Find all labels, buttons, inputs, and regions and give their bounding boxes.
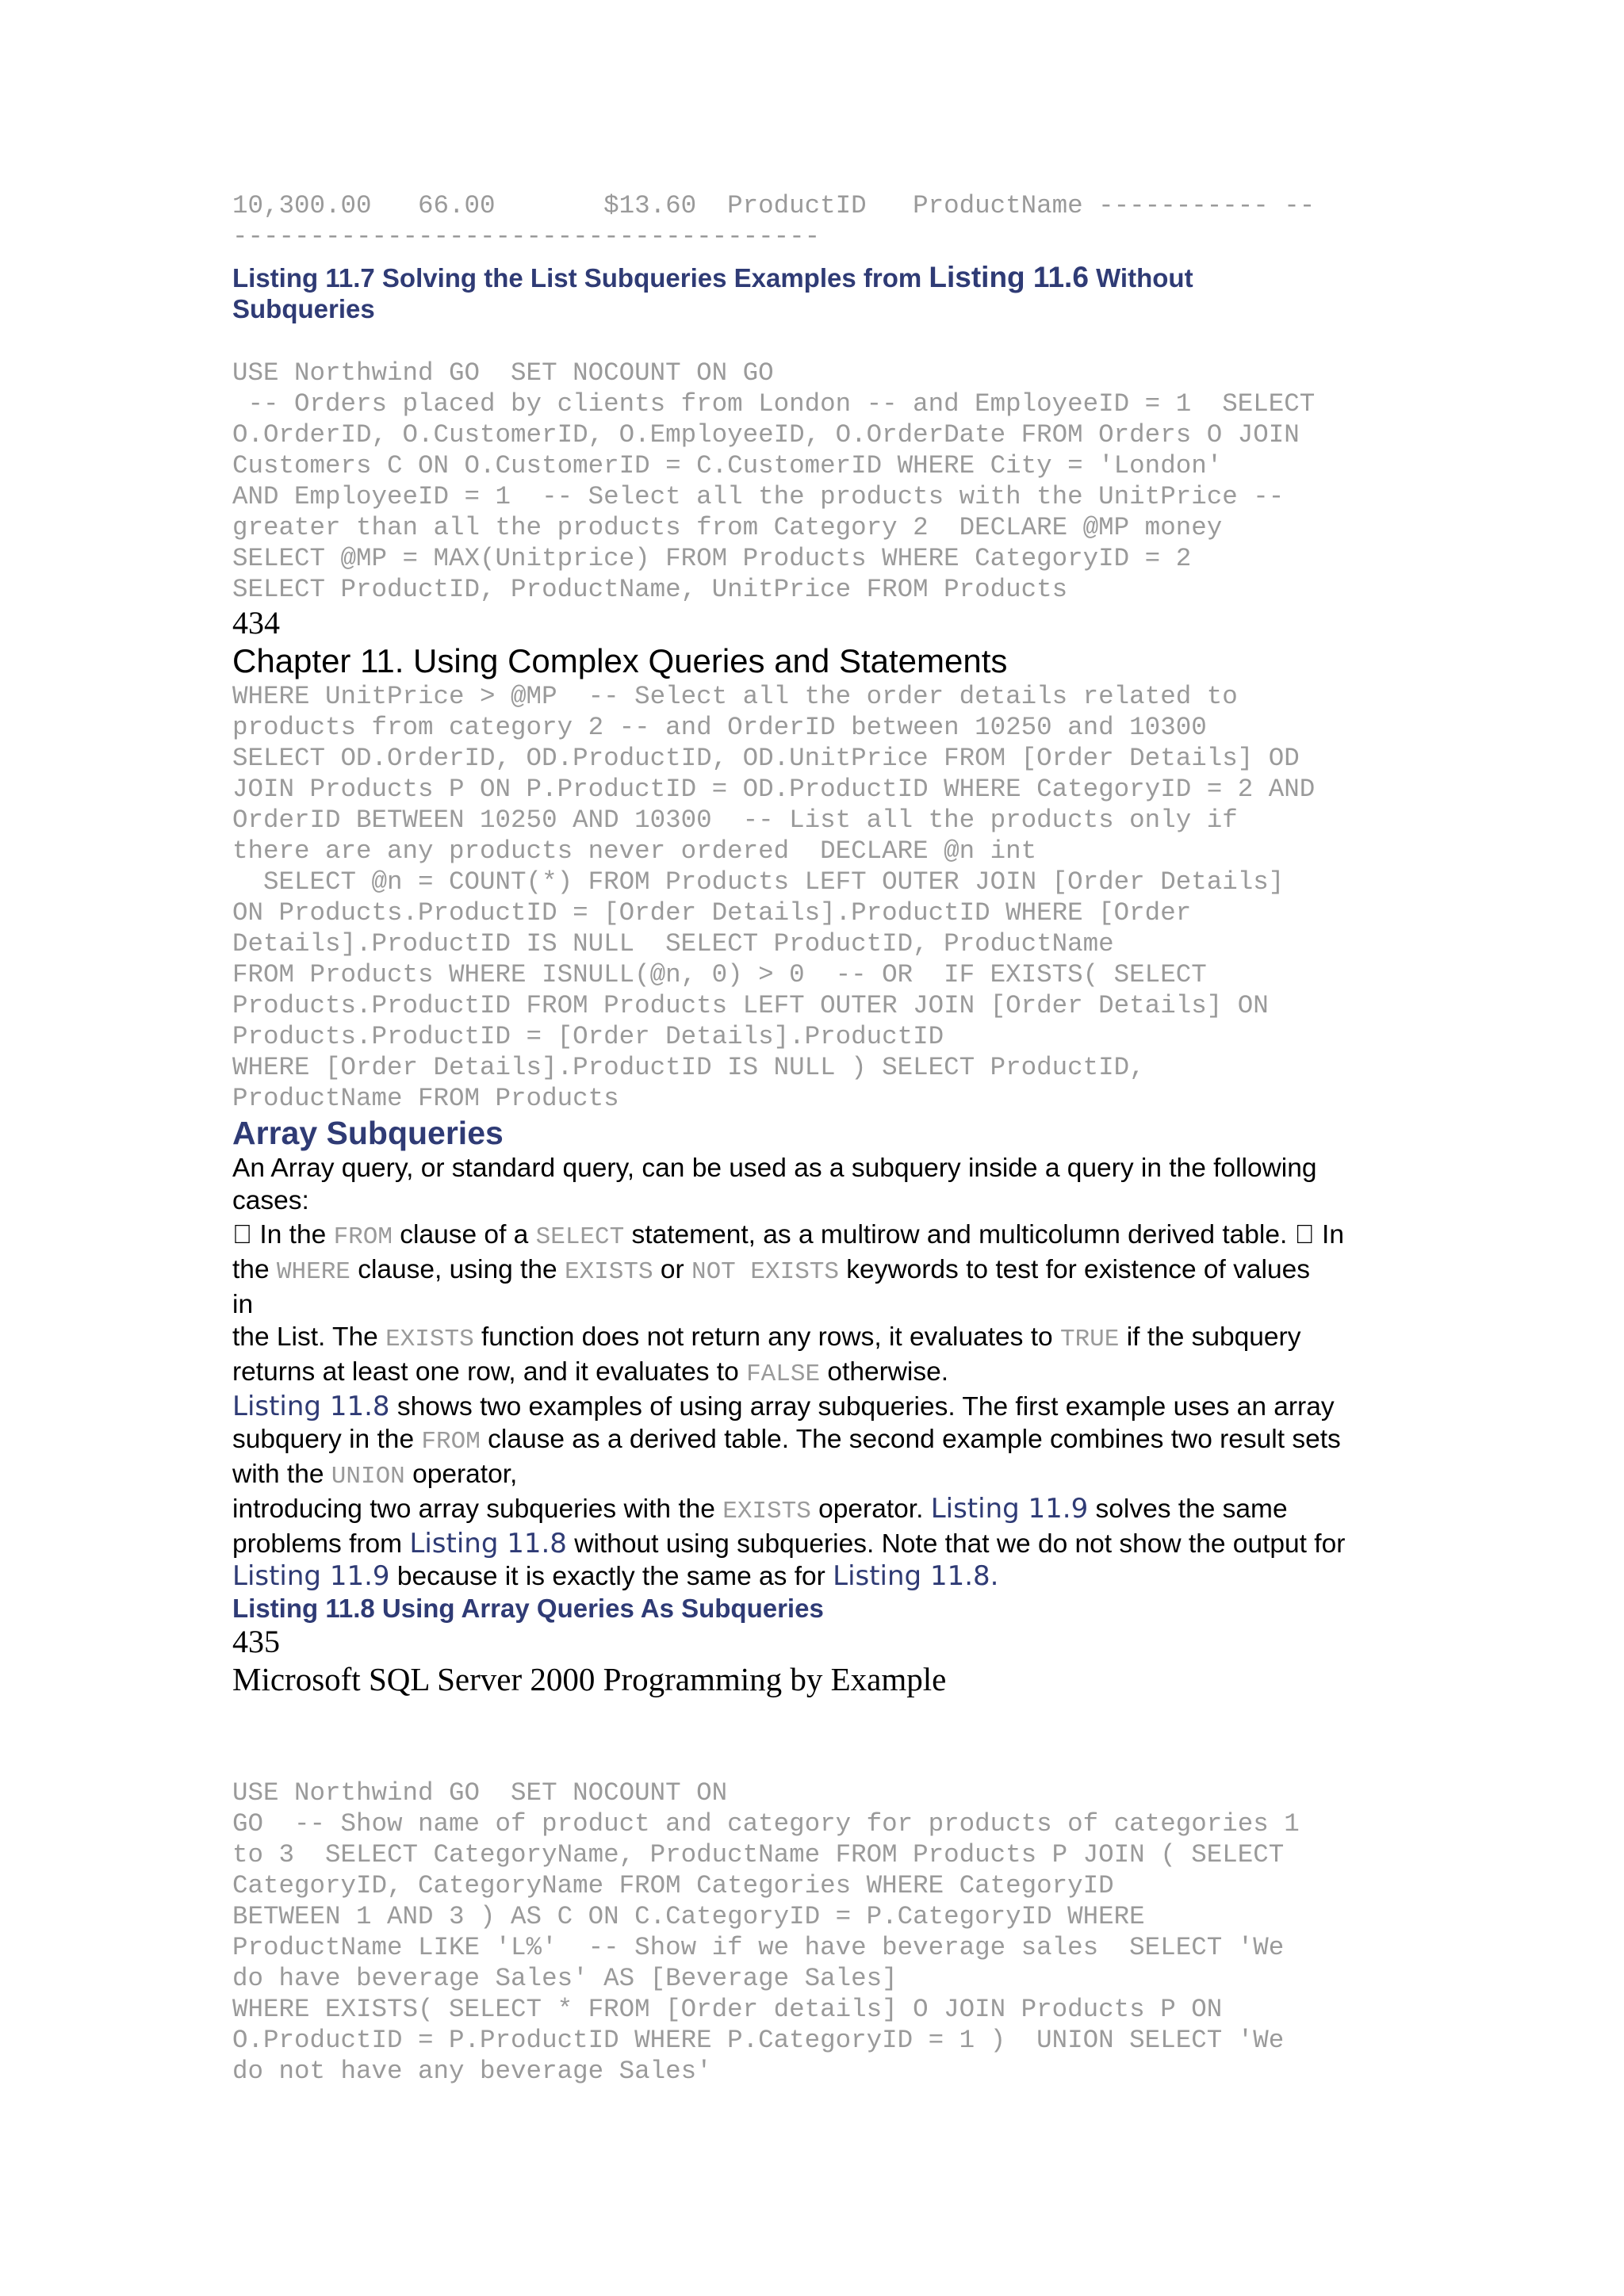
code-line: WHERE EXISTS( SELECT * FROM [Order details] O JOIN Products P ON [232,1995,1223,2024]
code-line: -------------------------------------- [232,222,821,251]
listing-link[interactable]: Listing 11.9 [930,1493,1089,1525]
keyword: FROM [421,1428,481,1456]
paragraph-text: In the [232,1220,307,1249]
keyword: SELECT [508,1223,597,1251]
code-line: CategoryID, CategoryName FROM Categories WHERE CategoryID [232,1871,1114,1900]
listing-link[interactable]: Listing 11.9 [232,1560,390,1592]
paragraph-text: statement, as a multirow and multicolumn derived table. In [596,1220,1290,1249]
code-line: OrderID BETWEEN 10250 AND 10300 -- List all the products only if [232,806,1238,835]
paragraph-text: shows two examples of using array subqueries. The first example uses an array [389,1392,1335,1422]
code-line: O.OrderID, O.CustomerID, O.EmployeeID, O.OrderDate FROM Orders O JOIN [232,420,1300,450]
paragraph-text: solves the same [1088,1494,1288,1524]
code-line: O.ProductID = P.ProductID WHERE P.CategoryID = 1 ) UNION SELECT 'We [232,2026,1285,2055]
code-line: BETWEEN 1 AND 3 ) AS C ON C.CategoryID = P.CategoryID WHERE [232,1902,1145,1931]
code-line: do have beverage Sales' AS [Beverage Sales] [232,1964,898,1993]
code-line: JOIN Products P ON P.ProductID = OD.ProductID WHERE CategoryID = 2 AND [232,775,1316,804]
keyword: FROM [306,1223,366,1251]
paragraph-text: subquery in the [232,1425,422,1454]
paragraph-text: introducing two array subqueries with the [232,1494,723,1524]
code-line: WHERE [Order Details].ProductID IS NULL ) SELECT ProductID, [232,1053,1145,1082]
code-line: SELECT ProductID, ProductName, UnitPrice FROM Products [232,575,1068,604]
paragraph-text: with the [232,1460,331,1489]
keyword: EXISTS [564,1258,653,1286]
code-line: 10,300.00 66.00 $13.60 ProductID ProductName ----------- -- [232,191,1316,220]
paragraph-text: if the subquery [1119,1322,1301,1352]
listing-link[interactable]: Listing 11.8 [232,1391,390,1422]
code-line: AND EmployeeID = 1 -- Select all the products with the UnitPrice -- [232,482,1285,511]
top-code-block [232,190,1390,252]
paragraph-text: in [232,1290,254,1319]
paragraph-text: An Array query, or standard query, can be used as a subquery inside a query in the following [232,1154,1317,1183]
listing-title-text: Without [1088,263,1193,293]
paragraph-text: or [653,1255,691,1284]
listing-link[interactable]: Listing 11.8. [833,1560,999,1592]
code-line: greater than all the products from Category 2 DECLARE @MP money [232,513,1223,542]
code-line: FROM Products WHERE ISNULL(@n, 0) > 0 -- OR IF EXISTS( SELECT [232,960,1207,989]
bullet-paragraph [232,1219,1390,1391]
listing-reference[interactable]: Listing 11.6 [929,261,1089,293]
listing-title-text: Listing 11.7 Solving the List Subqueries Examples from [232,263,929,293]
keyword: UNION [331,1463,405,1490]
paragraph-text: clause as a derived table. The second example combines two result sets [480,1425,1341,1454]
code-line: Customers C ON O.CustomerID = C.CustomerID WHERE City = 'London' [232,451,1223,480]
code-line: SELECT OD.OrderID, OD.ProductID, OD.UnitPrice FROM [Order Details] OD [232,744,1300,773]
code-line: -- Orders placed by clients from London -- and EmployeeID = 1 SELECT [232,389,1316,419]
keyword: WHERE [276,1258,350,1286]
code-line: SELECT @n = COUNT(*) FROM Products LEFT OUTER JOIN [Order Details] [232,867,1285,897]
code-line: to 3 SELECT CategoryName, ProductName FROM Products P JOIN ( SELECT [232,1840,1285,1869]
code-block-1 [232,358,1390,605]
code-line: do not have any beverage Sales' [232,2057,712,2086]
keyword: EXISTS [722,1498,811,1525]
code-line: products from category 2 -- and OrderID between 10250 and 10300 [232,713,1207,742]
paragraph-text: the List. The [232,1322,386,1352]
paragraph-text: function does not return any rows, it evaluates to [473,1322,1060,1352]
keyword: FALSE [746,1360,821,1388]
paragraph-text: because it is exactly the same as for [389,1562,833,1591]
code-line: Products.ProductID = [Order Details].ProductID [232,1022,944,1051]
listing-11-8-title: Listing 11.8 Using Array Queries As Subqueries [232,1594,824,1623]
book-title: Microsoft SQL Server 2000 Programming by Example [232,1661,947,1697]
listing-11-7-title [232,262,1390,324]
code-line: ProductName LIKE 'L%' -- Show if we have beverage sales SELECT 'We [232,1933,1285,1962]
code-line: ON Products.ProductID = [Order Details].ProductID WHERE [Order [232,898,1192,928]
code-line: Products.ProductID FROM Products LEFT OUTER JOIN [Order Details] ON [232,991,1269,1020]
page-number: 435 [232,1624,280,1659]
paragraph-text: without using subqueries. Note that we do not show the output for [566,1529,1346,1559]
paragraph-text: operator. [810,1494,931,1524]
section-heading: Array Subqueries [232,1115,504,1151]
code-line: SELECT @MP = MAX(Unitprice) FROM Products WHERE CategoryID = 2 [232,544,1192,573]
code-block-2 [232,681,1390,1114]
listing-title-text: Subqueries [232,294,375,323]
listing-link[interactable]: Listing 11.8 [409,1528,567,1559]
paragraph-text: clause of a [365,1220,509,1249]
paragraph-text: operator, [404,1460,518,1489]
chapter-header: Chapter 11. Using Complex Queries and Statements [232,642,1008,679]
description-paragraph [232,1391,1390,1593]
keyword: TRUE [1059,1326,1120,1353]
document-page [232,190,1390,2087]
paragraph-text: returns at least one row, and it evaluates to [232,1357,747,1387]
code-line: GO -- Show name of product and category for products of categories 1 [232,1809,1300,1839]
code-line: WHERE UnitPrice > @MP -- Select all the order details related to [232,682,1238,711]
paragraph-text: keywords to test for existence of values [839,1255,1310,1284]
paragraph-text: the [232,1255,277,1284]
code-line: USE Northwind GO SET NOCOUNT ON GO [232,358,774,388]
code-line: USE Northwind GO SET NOCOUNT ON [232,1778,728,1808]
paragraph-text: cases: [232,1186,309,1215]
keyword: NOT EXISTS [691,1258,839,1286]
paragraph-text: clause, using the [350,1255,565,1284]
code-line: there are any products never ordered DECLARE @n int [232,836,1037,866]
paragraph-text: problems from [232,1529,410,1559]
code-line: ProductName FROM Products [232,1084,619,1113]
page-number: 434 [232,605,280,641]
intro-paragraph [232,1152,1390,1217]
code-line: Details].ProductID IS NULL SELECT ProductID, ProductName [232,929,1114,959]
code-block-3 [232,1777,1390,2087]
keyword: EXISTS [385,1326,474,1353]
paragraph-text: otherwise. [820,1357,949,1387]
